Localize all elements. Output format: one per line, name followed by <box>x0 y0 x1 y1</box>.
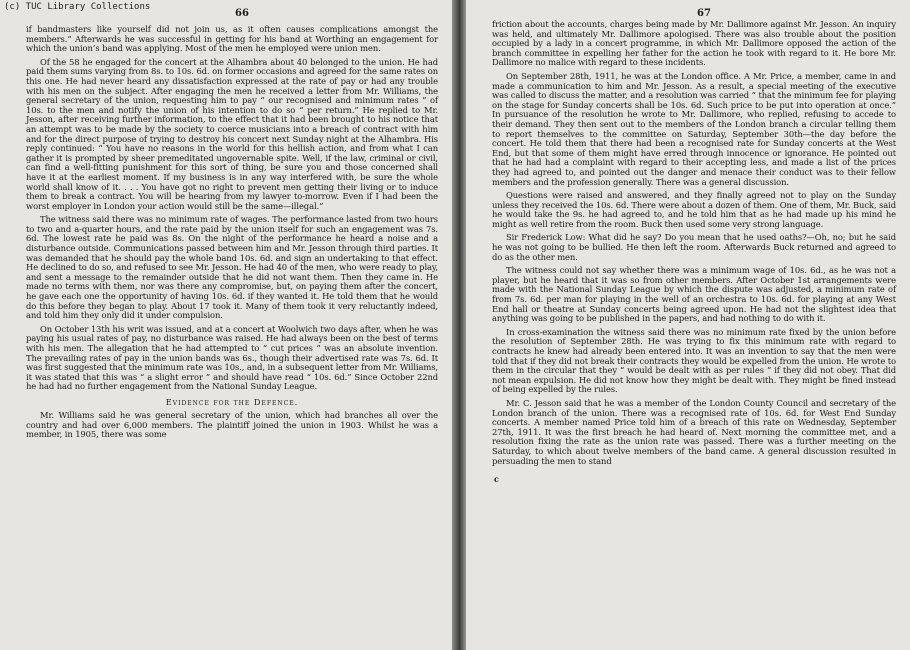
paragraph: Questions were raised and answered, and they finally agreed not to play on the Sunday unless they received the 10s. 6d. There were about a dozen of them. One of them, Mr. Buck, said he would take the 9s. he had agreed to, and he told him that as he had made up his mind he might as well retire from the room. Buck then used some very strong language. <box>492 190 896 229</box>
page-number-left: 66 <box>235 8 249 19</box>
paragraph: On September 28th, 1911, he was at the London office. A Mr. Price, a member, came in and made a communication to him and Mr. Jesson. As a result, a special meeting of the executive was called to discuss the matter, and a resolution was carried “ that the minimum fee for playing on the stage for Sunday concerts shall be 10s. 6d. Such price to be put into operation at once.” In pursuance of the resolution he wrote to Mr. Dallimore, who replied, refusing to accede to their demand. They then sent out to the members of the London branch a circular telling them to report themselves to the committee on Saturday, September 30th—the day before the concert. He told them that there had been a recognised rate for Sunday concerts at the West End, but that some of them might have erred through innocence or ignorance. He pointed out that he had had a complaint with regard to their accepting less, and made a list of the prices they had agreed to, and pointed out the danger and menace their conduct was to their fellow members and the profession generally. There was a general discussion. <box>492 70 896 187</box>
printer-signature-mark: c <box>494 474 499 485</box>
paragraph: if bandmasters like yourself did not join us, as it often causes complications amongst the members.” Afterwards he was successful in getting for his band at Worthing an engagement for which the union’s band was applying. Most of the men he employed were union men. <box>26 24 438 54</box>
left-page <box>0 0 452 650</box>
paragraph: On October 13th his writ was issued, and at a concert at Woolwich two days after, when he was paying his usual rates of pay, no disturbance was raised. He had always been on the best of terms with his men. The allegation that he had attempted to “ cut prices ” was an absolute invention. The prevailing rates of pay in the union bands was 6s., though their advertised rate was 7s. 6d. It was first suggested that the minimum rate was 10s., and, in a subsequent letter from Mr. Williams, it was stated that this was “ a slight error ” and should have read “ 10s. 6d.” Since October 22nd he had had no further engagement from the National Sunday League. <box>26 323 438 392</box>
paragraph: Mr. C. Jesson said that he was a member of the London County Council and secretary of the London branch of the union. There was a recognised rate of 10s. 6d. for West End Sunday concerts. A member named Price told him of a breach of this rate on Wednesday, September 27th, 1911. It was the first breach he had heard of. Next morning the committee met, and a resolution fixing the rate as the union rate was passed. There was a further meeting on the Saturday, to which about twelve members of the band came. A general discussion resulted in persuading the men to stand <box>492 397 896 466</box>
paragraph: Mr. Williams said he was general secretary of the union, which had branches all over the country and had over 6,000 members. The plaintiff joined the union in 1903. Whilst he was a member, in 1905, there was some <box>26 409 438 440</box>
section-heading: Evidence for the Defence. <box>165 396 299 407</box>
right-page <box>466 0 910 650</box>
book-gutter <box>452 0 466 650</box>
paragraph: Of the 58 he engaged for the concert at the Alhambra about 40 belonged to the union. He had paid them sums varying from 8s. to 10s. 6d. on former occasions and agreed for the same rates on this one. He had never heard any dissatisfaction expressed at the rate of pay or had any trouble with his men on the subject. After engaging the men he received a letter from Mr. Williams, the general secretary of the union, requesting him to pay “ our recognised and minimum rates ” of 10s. to the men and notify the union of his intention to do so “ per return.” He replied to Mr. Jesson, after receiving further information, to the effect that it had been brought to his notice that an attempt was to be made by the society to coerce musicians into a breach of contract with him and for the direct purpose of trying to destroy his concert next Sunday night at the Alhambra. His reply continued: “ You have no reasons in the world for this hellish action, and from what I can gather it is prompted by sheer premeditated ungovernable spite. Well, if the law, criminal or civil, can find a well-fitting punishment for this sort of thing, be sure you and those concerned shall have it at the earliest moment. If my business is in any way interfered with, be sure the whole world shall know of it. . . . You have got no right to prevent men getting their living or to induce them to break a contract. You will be hearing from my lawyer to-morrow. Even if I had been the worst employer in London your action would still be the same—illegal.” <box>26 56 438 211</box>
paragraph: The witness could not say whether there was a minimum wage of 10s. 6d., as he was not a player, but he heard that it was so from other members. After October 1st arrangements were made with the National Sunday League by which the dispute was adjusted, a minimum rate of from 7s. 6d. per man for playing in the well of an orchestra to 10s. 6d. for playing at any West End hall or theatre at Sunday concerts being agreed upon. He had not the slightest idea that anything was going to be published in the papers, and had nothing to do with it. <box>492 265 896 324</box>
paragraph: In cross-examination the witness said there was no minimum rate fixed by the union before the resolution of September 28th. He was trying to fix this minimum rate with regard to contracts he knew had already been entered into. It was an invention to say that the men were told that if they did not break their contracts they would be expelled from the union. He wrote to them in the circular that they “ would be dealt with as per rules ” if they did not obey. That did not mean expulsion. He did not know how they might be dealt with. They might be fined instead of being expelled by the rules. <box>492 326 896 395</box>
paragraph: Sir Frederick Low: What did he say? Do you mean that he used oaths?—Oh, no; but he said he was not going to be bullied. He then left the room. Afterwards Buck returned and agreed to do as the other men. <box>492 232 896 262</box>
page-number-right: 67 <box>697 8 711 19</box>
paragraph: friction about the accounts, charges being made by Mr. Dallimore against Mr. Jesson. An inquiry was held, and ultimately Mr. Dallimore apologised. There was also trouble about the position occupied by a lady in a concert programme, in which Mr. Dallimore opposed the action of the branch committee in expelling her father for the action he took with regard to it. He bore Mr. Dallimore no malice with regard to these incidents. <box>492 19 896 68</box>
paragraph: The witness said there was no minimum rate of wages. The performance lasted from two hours to two and a-quarter hours, and the rate paid by the union itself for such an engagement was 7s. 6d. The lowest rate he paid was 8s. On the night of the performance he heard a noise and a disturbance outside. Communications passed between him and Mr. Jesson through third parties. It was demanded that he should pay the whole band 10s. 6d. and sign an undertaking to that effect. He declined to do so, and refused to see Mr. Jesson. He had 40 of the men, who were ready to play, and sent a message to the remainder outside that he did not want them. Then they came in. He made no terms with them, nor was there any compromise, but, on paying them after the concert, he gave each one the opportunity of having 10s. 6d. if they wanted it. He told them that he would do this before they began to play. About 17 took it. Many of them took it very reluctantly indeed, and told him they only did it under compulsion. <box>26 214 438 321</box>
collection-credit: (c) TUC Library Collections <box>4 2 151 12</box>
